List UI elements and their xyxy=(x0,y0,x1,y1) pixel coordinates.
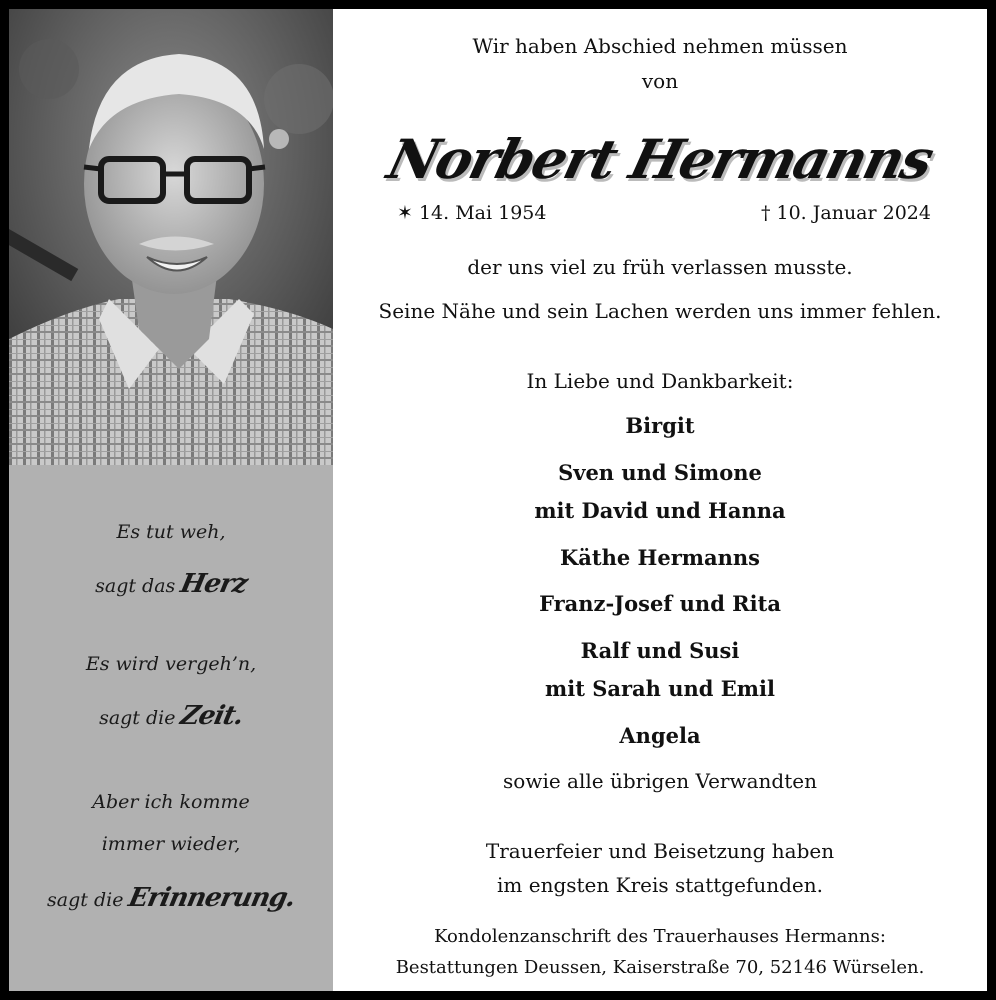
quote-line-2-prefix: sagt das xyxy=(95,575,176,597)
quote-script-zeit: Zeit. xyxy=(178,701,247,731)
love-line: In Liebe und Dankbarkeit: xyxy=(526,369,794,393)
quote-line-1: Es tut weh, xyxy=(116,521,226,543)
ceremony-line-2: im engsten Kreis stattgefunden. xyxy=(497,873,823,897)
family-member: mit Sarah und Emil xyxy=(545,676,775,701)
quote-panel xyxy=(9,465,333,991)
quote-line-4-prefix: sagt die xyxy=(99,707,176,729)
portrait-image xyxy=(9,9,333,465)
deceased-name: Norbert Hermanns xyxy=(381,127,939,191)
address-line-1: Kondolenzanschrift des Trauerhauses Hermanns: xyxy=(434,926,886,947)
quote-script-erinnerung: Erinnerung. xyxy=(126,883,299,913)
quote-line-7 xyxy=(9,883,333,913)
quote-line-2 xyxy=(9,569,333,599)
intro-line-2: von xyxy=(641,69,679,93)
family-member: Angela xyxy=(619,723,701,748)
death-date: † 10. Januar 2024 xyxy=(760,202,931,224)
sentence-2: Seine Nähe und sein Lachen werden uns immer fehlen. xyxy=(378,299,942,323)
family-member: Birgit xyxy=(625,413,695,438)
notice-text xyxy=(333,9,987,991)
ceremony-line-1: Trauerfeier und Beisetzung haben xyxy=(485,839,835,863)
obituary-card xyxy=(9,9,987,991)
quote-line-7-prefix: sagt die xyxy=(47,889,124,911)
family-member: Franz-Josef und Rita xyxy=(539,591,781,616)
address-line-2: Bestattungen Deussen, Kaiserstraße 70, 52146 Würselen. xyxy=(395,957,925,978)
family-member: Sven und Simone xyxy=(558,460,762,485)
relatives-line: sowie alle übrigen Verwandten xyxy=(503,769,817,793)
quote-script-herz: Herz xyxy=(178,569,251,599)
quote-line-5: Aber ich komme xyxy=(92,791,250,813)
family-member: mit David und Hanna xyxy=(534,498,786,523)
family-member: Ralf und Susi xyxy=(580,638,740,663)
birth-date: ✶ 14. Mai 1954 xyxy=(397,202,547,224)
intro-line-1: Wir haben Abschied nehmen müssen xyxy=(472,34,848,58)
family-member: Käthe Hermanns xyxy=(560,545,760,570)
quote-line-3: Es wird vergeh’n, xyxy=(85,653,257,675)
sentence-1: der uns viel zu früh verlassen musste. xyxy=(467,255,853,279)
quote-line-6: immer wieder, xyxy=(101,833,241,855)
portrait-photo xyxy=(9,9,333,465)
quote-line-4 xyxy=(9,701,333,731)
